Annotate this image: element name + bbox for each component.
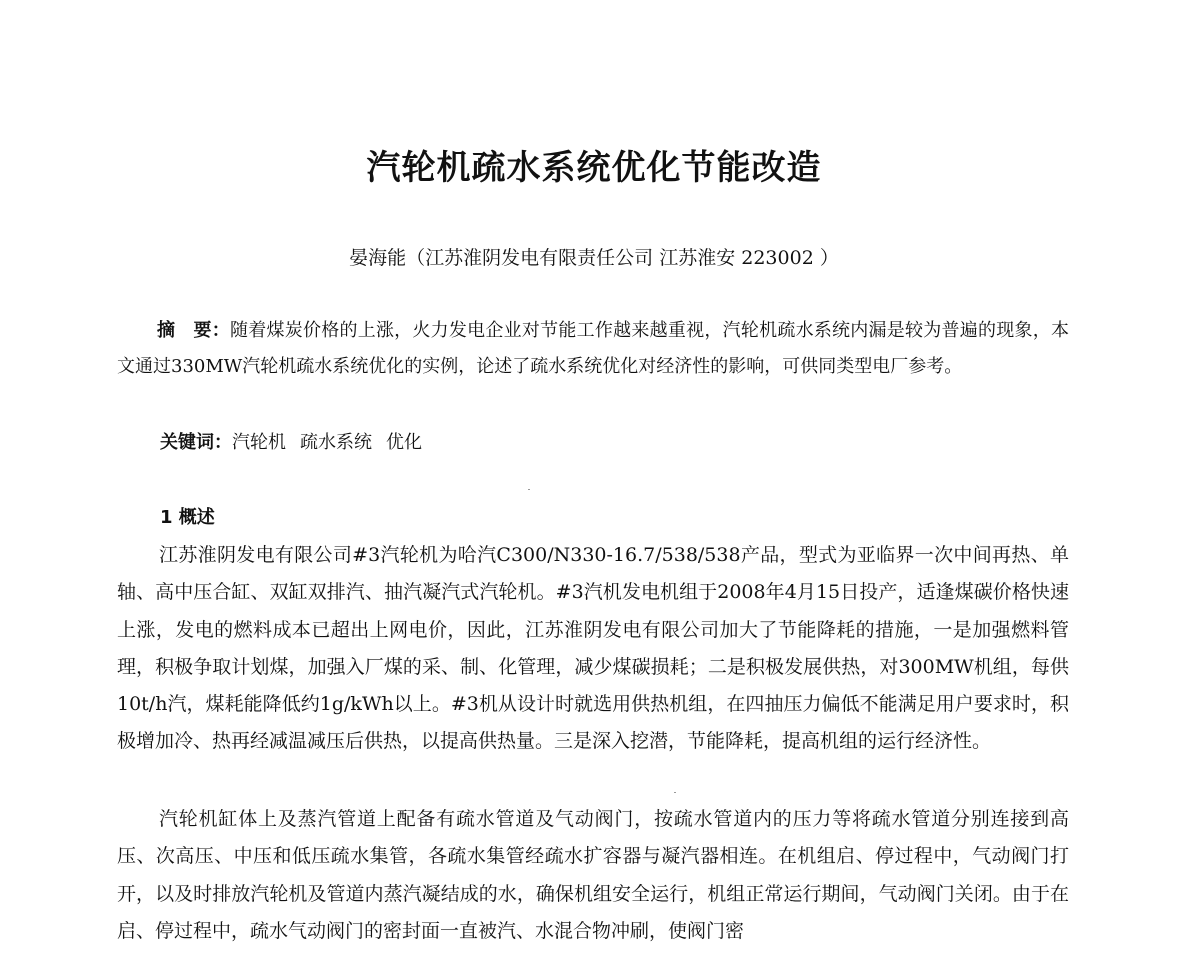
body-paragraph: 汽轮机缸体上及蒸汽管道上配备有疏水管道及气动阀门，按疏水管道内的压力等将疏水管道分别连接到高压、次高压、中压和低压疏水集管，各疏水集管经疏水扩容器与凝汽器相连。在机组启、停过程中，气动阀门打开，以及时排放汽轮机及管道内蒸汽凝结成的水，确保机组安全运行，机组正常运行期间，气动阀门关闭。由于在启、停过程中，疏水气动阀门的密封面一直被汽、水混合物冲刷，使阀门密 — [117, 808, 1069, 942]
keywords — [160, 425, 436, 461]
abstract-label: 摘 要： — [157, 320, 230, 341]
keyword-item: 优化 — [386, 432, 422, 453]
keywords-label: 关键词： — [160, 432, 232, 453]
abstract-text: 随着煤炭价格的上涨，火力发电企业对节能工作越来越重视，汽轮机疏水系统内漏是较为普遍的现象，本文通过330MW汽轮机疏水系统优化的实例，论述了疏水系统优化对经济性的影响，可供同类型电厂参考。 — [117, 320, 1069, 377]
section-heading: 1 概述 — [160, 507, 215, 528]
keyword-item: 疏水系统 — [300, 432, 372, 453]
body-paragraph: 江苏淮阴发电有限公司#3汽轮机为哈汽C300/N330-16.7/538/538产品，型式为亚临界一次中间再热、单轴、高中压合缸、双缸双排汽、抽汽凝汽式汽轮机。#3汽机发电机组于2008年4月15日投产，适逢煤碳价格快速上涨，发电的燃料成本已超出上网电价，因此，江苏淮阴发电有限公司加大了节能降耗的措施，一是加强燃料管理，积极争取计划煤，加强入厂煤的采、制、化管理，减少煤碳损耗；二是积极发展供热，对300MW机组，每供10t/h汽，煤耗能降低约1g/kWh以上。#3机从设计时就选用供热机组，在四抽压力偏低不能满足用户要求时，积极增加冷、热再经减温减压后供热，以提高供热量。三是深入挖潜，节能降耗，提高机组的运行经济性。 — [117, 544, 1069, 753]
paper-title: 汽轮机疏水系统优化节能改造 — [366, 148, 822, 188]
abstract — [117, 313, 1069, 385]
scan-speck — [528, 489, 530, 490]
scan-speck — [674, 792, 676, 793]
keyword-item: 汽轮机 — [232, 432, 286, 453]
author-affiliation: 晏海能（江苏淮阴发电有限责任公司 江苏淮安 223002 ） — [349, 247, 839, 269]
